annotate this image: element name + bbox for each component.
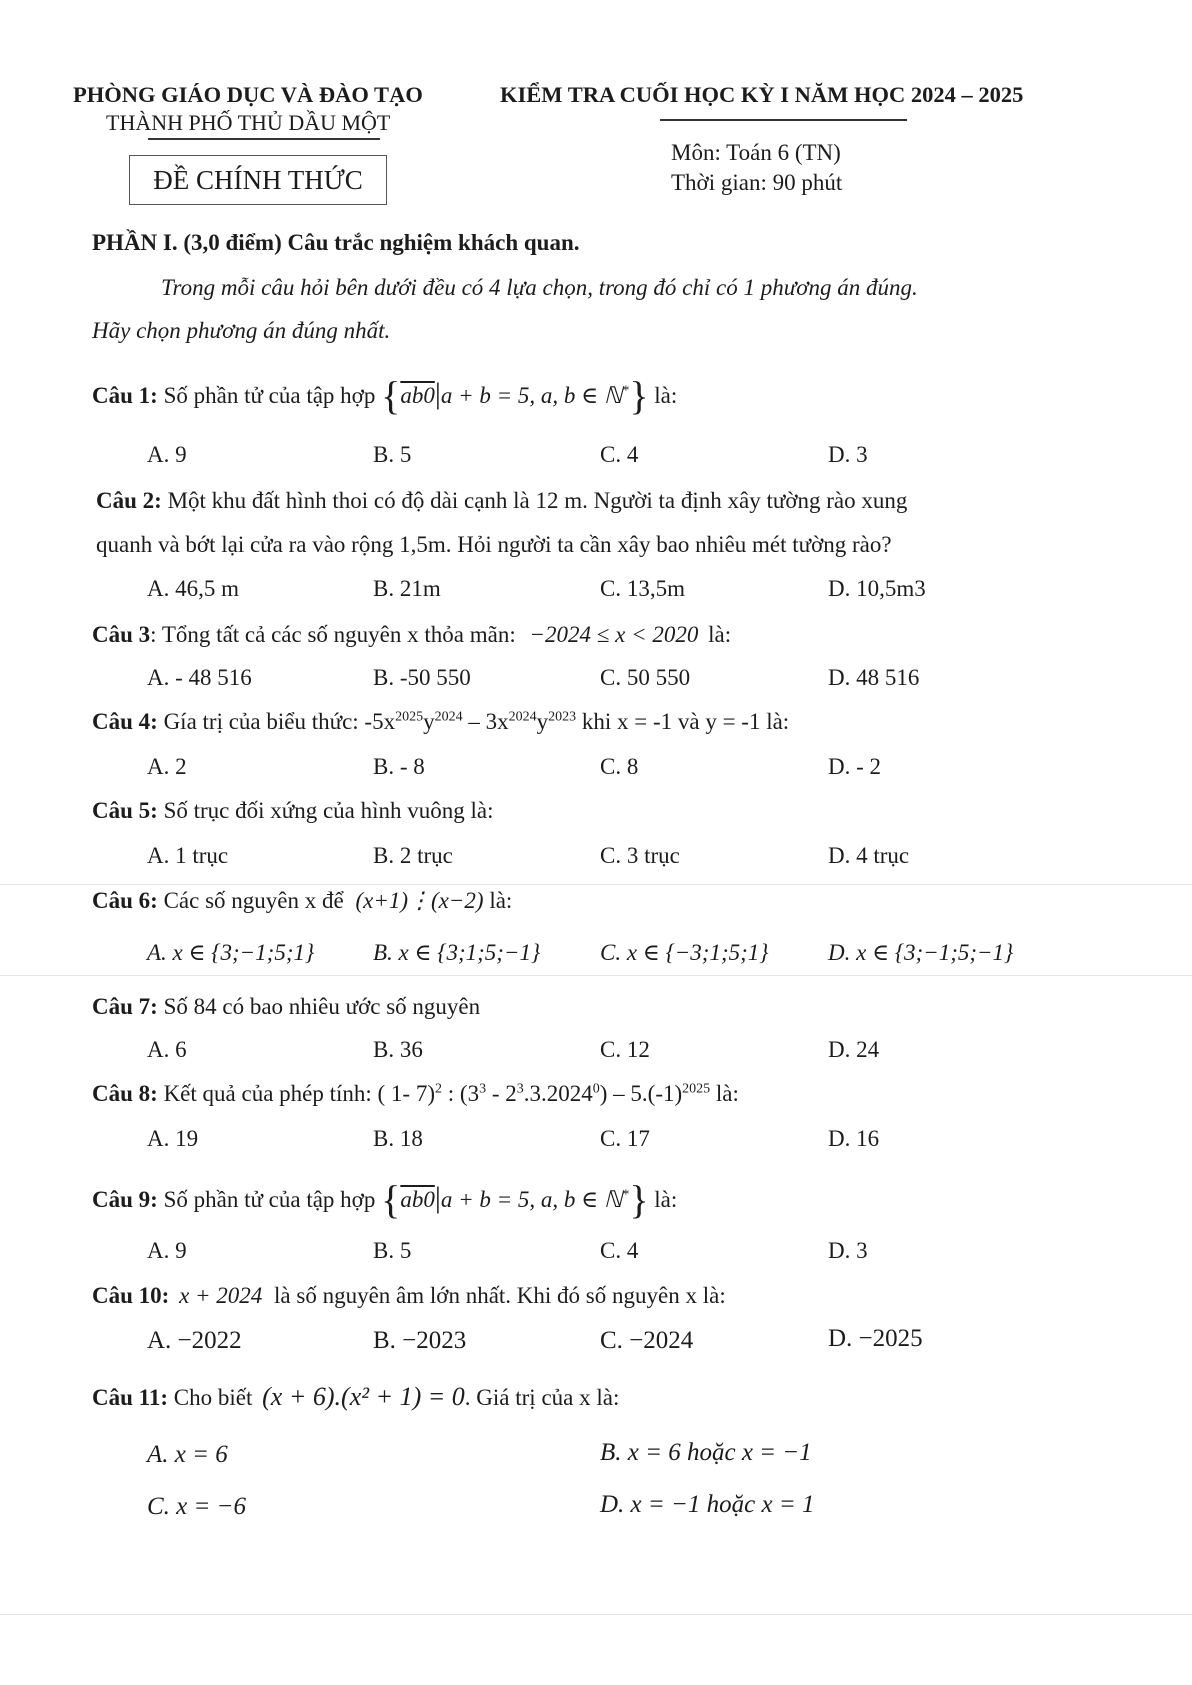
duration: Thời gian: 90 phút	[671, 170, 843, 195]
question-9-text: Số phần tử của tập hợp	[163, 1187, 376, 1212]
question-11-label: Câu 11:	[92, 1385, 169, 1410]
q11-option-d[interactable]: D. x = −1 hoặc x = 1	[600, 1491, 815, 1518]
set-bar: |	[434, 1181, 441, 1214]
q1-option-a[interactable]: A. 9	[147, 442, 187, 467]
question-4-text: Gía trị của biểu thức: -5x	[163, 709, 396, 734]
exp: 2	[435, 1081, 443, 1097]
part1-title: PHẦN I. (3,0 điểm) Câu trắc nghiệm khách quan.	[92, 230, 580, 255]
q7-option-d[interactable]: D. 24	[828, 1037, 880, 1062]
q9-option-d[interactable]: D. 3	[828, 1238, 868, 1263]
q6-option-a[interactable]: A. x ∈ {3;−1;5;1}	[147, 940, 315, 965]
q5-option-a[interactable]: A. 1 trục	[147, 843, 229, 868]
question-9	[92, 1176, 677, 1223]
question-5-text: Số trục đối xứng của hình vuông là:	[163, 798, 494, 823]
part1-instruction-line1: Trong mỗi câu hỏi bên dưới đều có 4 lựa chọn, trong đó chỉ có 1 phương án đúng.	[161, 275, 918, 300]
exp: 0	[592, 1081, 600, 1097]
q4-option-a[interactable]: A. 2	[147, 754, 187, 779]
question-6	[92, 888, 512, 914]
expr-part: – 3x	[462, 709, 509, 734]
q5-option-d[interactable]: D. 4 trục	[828, 843, 910, 868]
department-name: PHÒNG GIÁO DỤC VÀ ĐÀO TẠO	[73, 82, 423, 107]
q4-option-c[interactable]: C. 8	[600, 754, 639, 779]
question-5-label: Câu 5:	[92, 798, 158, 823]
question-1-tail: là:	[654, 383, 678, 408]
exam-title: KIỂM TRA CUỐI HỌC KỲ I NĂM HỌC 2024 – 2025	[500, 82, 1024, 107]
q2-option-c[interactable]: C. 13,5m	[600, 576, 685, 601]
q5-option-c[interactable]: C. 3 trục	[600, 843, 680, 868]
question-7-label: Câu 7:	[92, 994, 158, 1019]
exp: 2025	[395, 709, 424, 725]
expr-part: .3.2024	[523, 1081, 593, 1106]
question-3-label: Câu 3	[92, 622, 151, 647]
question-8-tail: là:	[710, 1081, 739, 1106]
exp: 2024	[434, 709, 463, 725]
official-box	[129, 155, 387, 205]
q3-option-b[interactable]: B. -50 550	[373, 665, 471, 690]
q8-option-c[interactable]: C. 17	[600, 1126, 650, 1151]
exp: 2023	[548, 709, 577, 725]
q11-option-c[interactable]: C. x = −6	[147, 1493, 247, 1520]
scan-line	[0, 1614, 1192, 1615]
q10-option-a[interactable]: A. −2022	[147, 1327, 242, 1354]
set-star: *	[622, 1187, 630, 1203]
q7-option-a[interactable]: A. 6	[147, 1037, 187, 1062]
question-9-tail: là:	[654, 1187, 678, 1212]
question-1-text: Số phần tử của tập hợp	[163, 383, 376, 408]
q1-option-c[interactable]: C. 4	[600, 442, 639, 467]
question-10	[92, 1283, 726, 1309]
question-2-label: Câu 2:	[96, 488, 162, 513]
set-brace-open: {	[381, 373, 401, 418]
set-element: ab0	[400, 1187, 435, 1212]
official-label: ĐỀ CHÍNH THỨC	[153, 165, 363, 195]
question-9-label: Câu 9:	[92, 1187, 158, 1212]
question-2-line2: quanh và bớt lại cửa ra vào rộng 1,5m. Hỏi người ta cần xây bao nhiêu mét tường rào?	[96, 532, 892, 557]
question-3-tail: là:	[708, 622, 732, 647]
expr-part: y	[536, 709, 549, 734]
scan-line	[0, 975, 1192, 976]
expr-part: y	[423, 709, 435, 734]
question-11-formula: (x + 6).(x² + 1) = 0	[262, 1382, 465, 1411]
question-1	[92, 372, 677, 419]
question-2-line1	[96, 488, 907, 514]
set-brace-open: {	[381, 1177, 401, 1222]
exp: 2024	[508, 709, 537, 725]
q8-option-d[interactable]: D. 16	[828, 1126, 880, 1151]
question-6-label: Câu 6:	[92, 888, 158, 913]
q1-option-b[interactable]: B. 5	[373, 442, 412, 467]
q4-option-d[interactable]: D. - 2	[828, 754, 882, 779]
q7-option-b[interactable]: B. 36	[373, 1037, 423, 1062]
q4-option-b[interactable]: B. - 8	[373, 754, 425, 779]
q8-option-b[interactable]: B. 18	[373, 1126, 423, 1151]
q2-option-b[interactable]: B. 21m	[373, 576, 441, 601]
q11-option-a[interactable]: A. x = 6	[147, 1441, 228, 1468]
city-underline	[148, 138, 380, 140]
q9-option-b[interactable]: B. 5	[373, 1238, 412, 1263]
subject: Môn: Toán 6 (TN)	[671, 140, 841, 165]
question-6-tail: là:	[489, 888, 513, 913]
q7-option-c[interactable]: C. 12	[600, 1037, 650, 1062]
question-6-text: Các số nguyên x để	[163, 888, 344, 913]
question-2-text1: Một khu đất hình thoi có độ dài cạnh là 12 m. Người ta định xây tường rào xung	[167, 488, 908, 513]
q5-option-b[interactable]: B. 2 trục	[373, 843, 453, 868]
question-3	[92, 622, 731, 648]
question-8-text: Kết quả của phép tính: ( 1- 7)	[163, 1081, 436, 1106]
q6-option-d[interactable]: D. x ∈ {3;−1;5;−1}	[828, 940, 1014, 965]
question-6-formula: (x+1)⋮(x−2)	[355, 888, 484, 913]
question-4-label: Câu 4:	[92, 709, 158, 734]
exp: 2025	[682, 1081, 711, 1097]
question-11	[92, 1382, 619, 1412]
question-5	[92, 798, 494, 824]
part1-instruction-line2: Hãy chọn phương án đúng nhất.	[92, 318, 391, 343]
set-bar: |	[434, 377, 441, 410]
q9-option-c[interactable]: C. 4	[600, 1238, 639, 1263]
expr-part: - 2	[486, 1081, 517, 1106]
q3-option-c[interactable]: C. 50 550	[600, 665, 691, 690]
question-7-text: Số 84 có bao nhiêu ước số nguyên	[163, 994, 481, 1019]
exp: 3	[479, 1081, 487, 1097]
q2-option-a[interactable]: A. 46,5 m	[147, 576, 239, 601]
q11-option-b[interactable]: B. x = 6 hoặc x = −1	[600, 1439, 812, 1466]
q3-option-d[interactable]: D. 48 516	[828, 665, 920, 690]
scan-line	[0, 884, 1192, 885]
q9-option-a[interactable]: A. 9	[147, 1238, 187, 1263]
q1-option-d[interactable]: D. 3	[828, 442, 868, 467]
set-condition: a + b = 5, a, b ∈ ℕ	[440, 1187, 623, 1212]
set-brace-close: }	[629, 1177, 649, 1222]
question-10-label: Câu 10:	[92, 1283, 170, 1308]
expr-part: ) – 5.(-1)	[599, 1081, 683, 1106]
set-element: ab0	[400, 383, 435, 408]
set-condition: a + b = 5, a, b ∈ ℕ	[440, 383, 623, 408]
q10-option-d[interactable]: D. −2025	[828, 1325, 923, 1352]
exp: 3	[516, 1081, 524, 1097]
question-7	[92, 994, 480, 1020]
question-8-label: Câu 8:	[92, 1081, 158, 1106]
question-10-text: là số nguyên âm lớn nhất. Khi đó số nguyên x là:	[274, 1283, 726, 1308]
q6-option-b[interactable]: B. x ∈ {3;1;5;−1}	[373, 940, 541, 965]
question-3-text: : Tổng tất cả các số nguyên x thỏa mãn:	[150, 622, 516, 647]
question-4-tail: khi x = -1 và y = -1 là:	[576, 709, 790, 734]
question-11-tail: . Giá trị của x là:	[464, 1385, 620, 1410]
expr-part: : (3	[442, 1081, 480, 1106]
q6-option-c[interactable]: C. x ∈ {−3;1;5;1}	[600, 940, 769, 965]
question-3-formula: −2024 ≤ x < 2020	[529, 622, 699, 647]
q10-option-c[interactable]: C. −2024	[600, 1327, 694, 1354]
set-star: *	[622, 383, 630, 399]
question-1-label: Câu 1:	[92, 383, 158, 408]
q2-option-d[interactable]: D. 10,5m3	[828, 576, 926, 601]
question-11-text: Cho biết	[173, 1385, 253, 1410]
q3-option-a[interactable]: A. - 48 516	[147, 665, 252, 690]
question-8	[92, 1081, 739, 1107]
q10-option-b[interactable]: B. −2023	[373, 1327, 467, 1354]
q8-option-a[interactable]: A. 19	[147, 1126, 199, 1151]
city-name: THÀNH PHỐ THỦ DẦU MỘT	[106, 110, 391, 135]
exam-title-underline	[660, 119, 907, 121]
set-brace-close: }	[629, 373, 649, 418]
question-4	[92, 709, 789, 735]
question-10-formula: x + 2024	[179, 1283, 263, 1308]
